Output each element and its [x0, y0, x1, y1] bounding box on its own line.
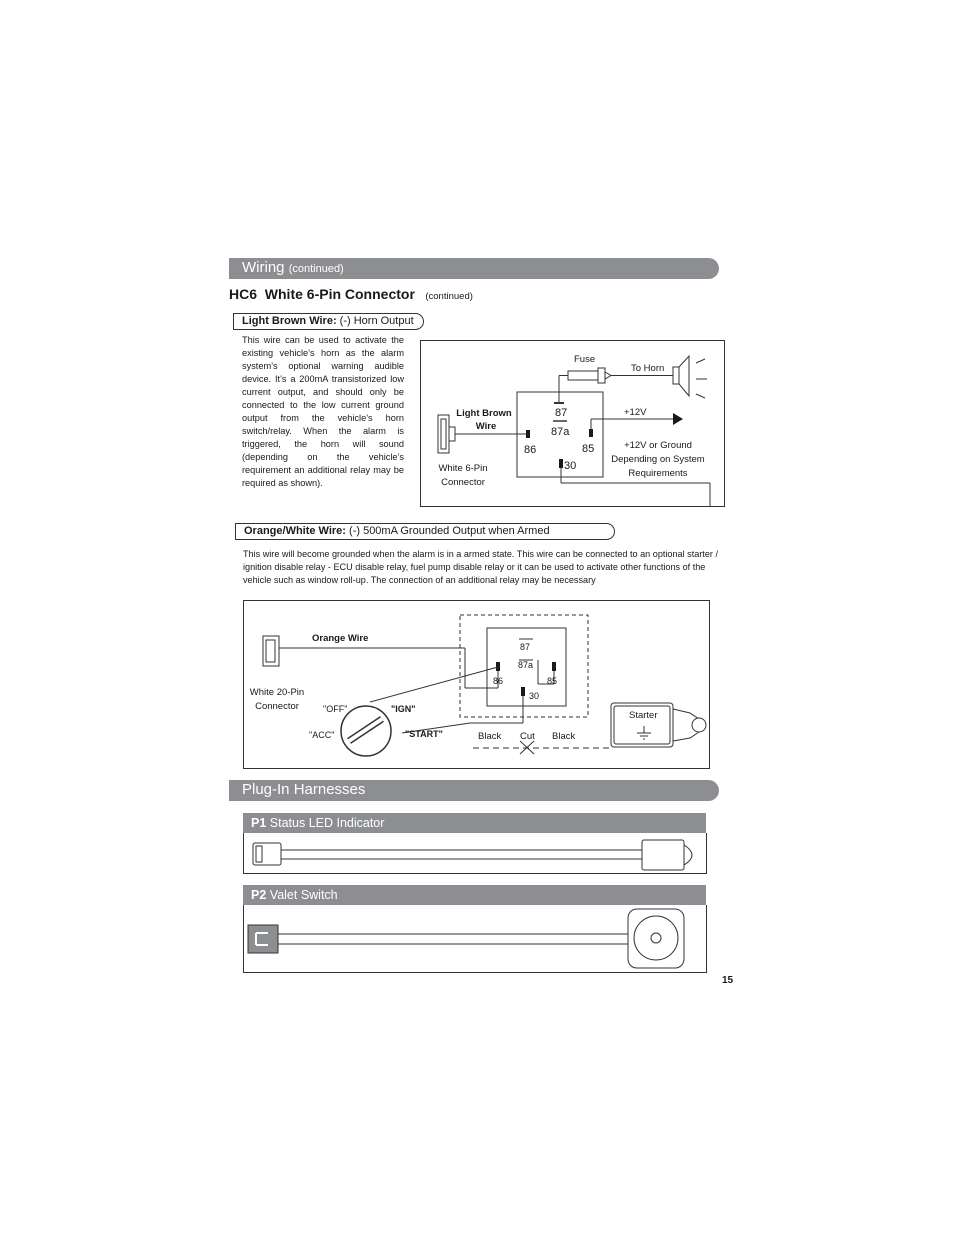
starter-pin-87a: 87a: [518, 660, 534, 670]
black-left-label: Black: [478, 731, 502, 742]
black-right-label: Black: [552, 731, 576, 742]
starter-pin-85: 85: [547, 676, 558, 686]
connector-heading-suffix: (continued): [425, 291, 473, 302]
fuse-label: Fuse: [574, 354, 596, 365]
horn-pin-86: 86: [524, 444, 537, 456]
p1-harness-diagram: [243, 833, 707, 874]
p2-harness-diagram: [243, 905, 707, 973]
orange-wire-label: Orange Wire: [312, 633, 369, 644]
p1-harness-header: [243, 813, 706, 833]
horn-pin-87a: 87a: [551, 426, 570, 438]
key-off-label: "OFF": [323, 704, 348, 714]
starter-label: Starter: [629, 710, 658, 721]
horn-pin-87: 87: [555, 407, 568, 419]
ground-label-1: +12V or Ground: [624, 440, 692, 451]
white-6-pin-label-2: Connector: [441, 477, 485, 488]
p1-label: Status LED Indicator: [269, 816, 385, 830]
plus12v-arrow-icon: [673, 413, 683, 425]
starter-disable-diagram: [243, 600, 710, 769]
starter-pin-86: 86: [493, 676, 504, 686]
starter-disable-diagram-svg: [244, 601, 709, 768]
orange-white-pill-rest: (-) 500mA Grounded Output when Armed: [345, 525, 550, 537]
ground-label-2: Depending on System: [611, 454, 705, 465]
horn-relay-diagram-svg: [421, 341, 724, 506]
ground-label-3: Requirements: [628, 468, 688, 479]
key-ign-label: "IGN": [391, 704, 416, 714]
orange-white-pill-bold: Orange/White Wire:: [244, 525, 346, 537]
connector-heading: [229, 286, 473, 304]
wiring-section-bar: [229, 258, 719, 279]
horn-icon: [673, 367, 679, 384]
light-brown-wire-label-2: Wire: [475, 421, 497, 432]
white-6-pin-label-1: White 6-Pin: [438, 463, 488, 474]
page-number: 15: [722, 975, 734, 986]
wiring-section-suffix: (continued): [288, 263, 344, 275]
starter-pin-30: 30: [529, 691, 540, 701]
light-brown-wire-label-1: Light Brown: [456, 408, 512, 419]
fuse-icon: [568, 371, 598, 380]
light-brown-wire-pill: [233, 313, 424, 330]
connector-heading-title: HC6 White 6-Pin Connector: [229, 286, 415, 302]
light-brown-pill-rest: (-) Horn Output: [336, 315, 414, 327]
starter-pin-87: 87: [520, 642, 531, 652]
key-acc-label: "ACC": [309, 730, 335, 740]
p2-code: P2: [251, 888, 267, 902]
p2-harness-header: [243, 885, 706, 905]
orange-white-wire-pill: [235, 523, 615, 540]
status-led-icon: [642, 840, 684, 870]
p1-code: P1: [251, 816, 267, 830]
plug-in-section-title: Plug-In Harnesses: [242, 781, 366, 798]
wiring-section-title: Wiring: [242, 259, 285, 276]
p2-connector-icon: [248, 925, 278, 953]
horn-pin-85: 85: [582, 443, 595, 455]
p2-label: Valet Switch: [269, 888, 338, 902]
to-horn-label: To Horn: [631, 363, 665, 374]
orange-white-paragraph: This wire will become grounded when the alarm is in a armed state. This wire can be connected to an optional starter / ignition disable relay - ECU disable relay, fuel pump disable relay or it can be used to activate other functions of the vehicle such as window roll-up. The connection of an additional relay may be necessary: [243, 549, 718, 585]
white-20-pin-label-1: White 20-Pin: [249, 687, 305, 698]
white-20-pin-label-2: Connector: [255, 701, 299, 712]
cut-label: Cut: [520, 731, 535, 742]
horn-relay-diagram: [420, 340, 725, 507]
horn-pin-30: 30: [564, 460, 577, 472]
plus12v-label: +12V: [624, 407, 647, 418]
light-brown-pill-bold: Light Brown Wire:: [242, 315, 337, 327]
key-start-label: "START": [405, 729, 443, 739]
plug-in-section-bar: [229, 780, 719, 801]
light-brown-paragraph: This wire can be used to activate the existing vehicle’s horn as the alarm system’s optional warning audible device. It’s a 200mA transistorized low current output, and should only be connected to the low current ground output from the vehicle’s horn switch/relay. When the alarm is triggered, the horn will sound (depending on the vehicle’s requirement an additional relay may be required as shown).: [242, 335, 404, 488]
